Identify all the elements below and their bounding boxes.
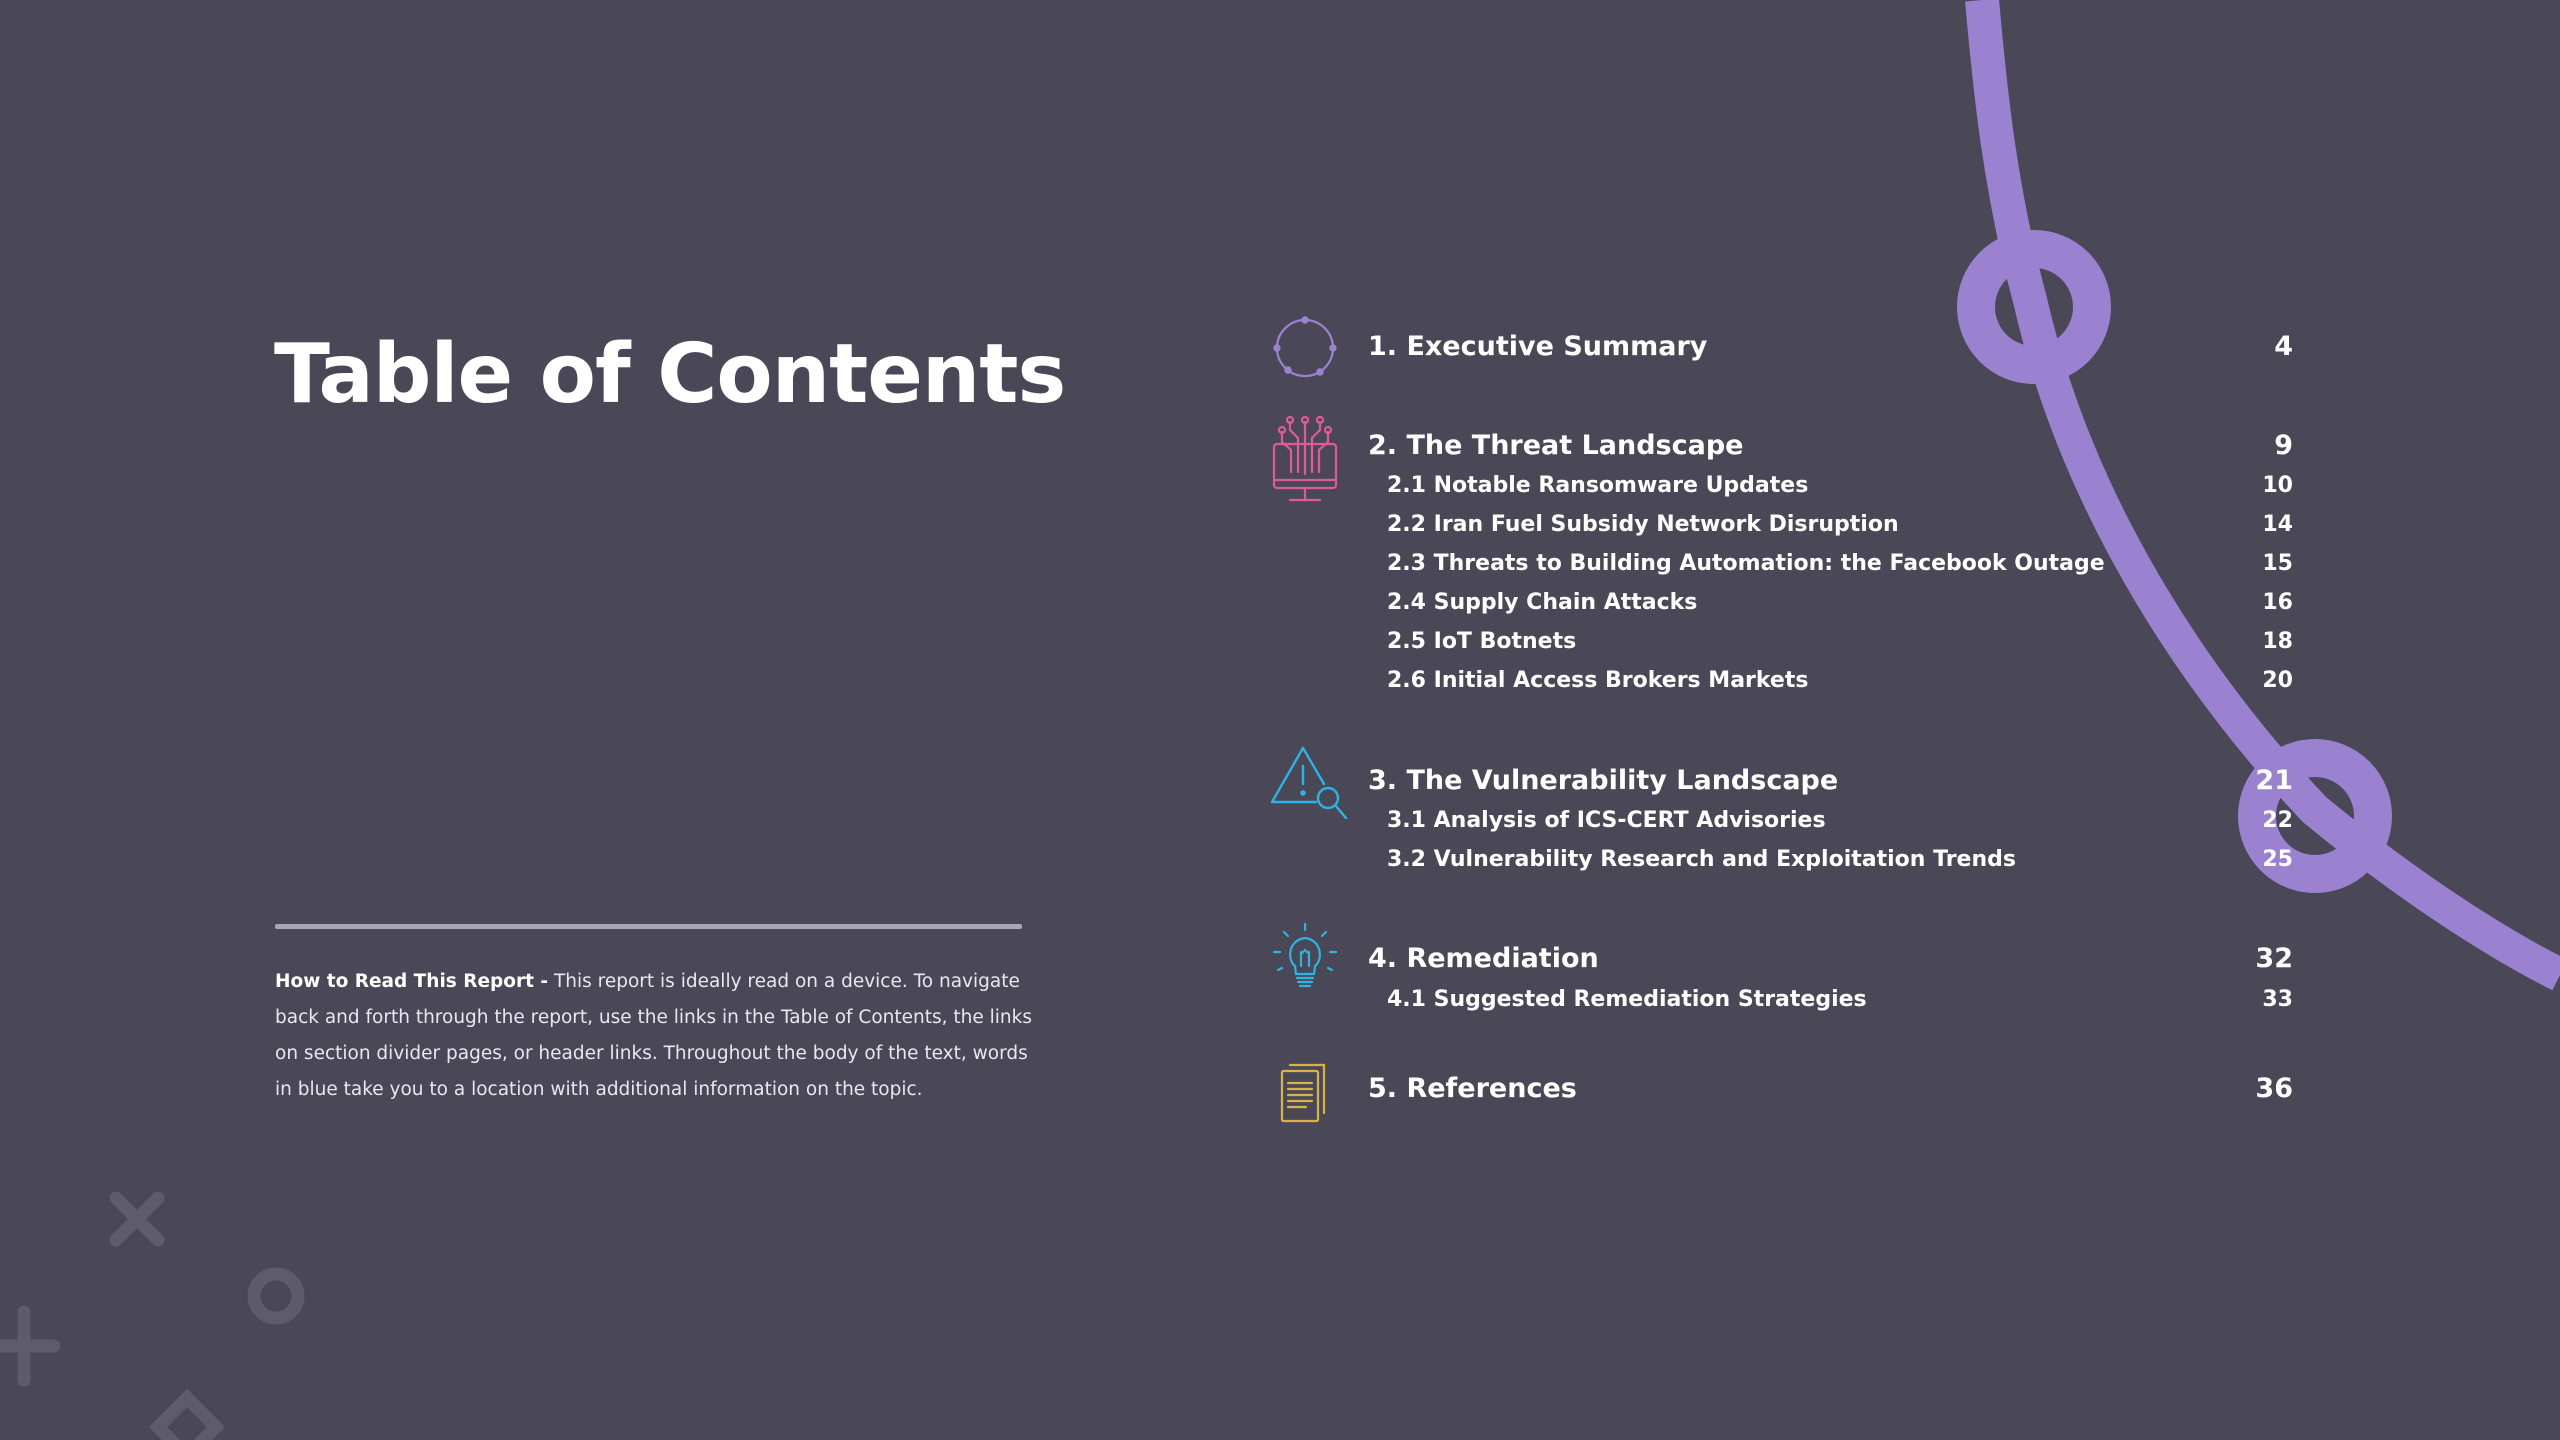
how-to-read-label: How to Read This Report - xyxy=(275,971,549,992)
page-title: Table of Contents xyxy=(274,327,1066,422)
toc-entry-title: 3. The Vulnerability Landscape xyxy=(1368,765,1839,796)
toc-entry-section-4[interactable] xyxy=(1368,943,2293,974)
x-symbol xyxy=(116,1198,158,1240)
toc-entry-title: 2. The Threat Landscape xyxy=(1368,430,1744,461)
toc-entry-section-2-5[interactable] xyxy=(1387,629,2293,654)
toc-entry-page: 18 xyxy=(2262,629,2293,654)
how-to-read-paragraph xyxy=(275,964,1035,1108)
toc-entry-title: 1. Executive Summary xyxy=(1368,331,1708,362)
toc-entry-title: 2.3 Threats to Building Automation: the Facebook Outage xyxy=(1387,551,2105,576)
toc-entry-page: 10 xyxy=(2262,473,2293,498)
toc-entry-page: 33 xyxy=(2262,987,2293,1012)
toc-entry-page: 22 xyxy=(2262,808,2293,833)
decor-symbols xyxy=(0,1198,298,1440)
plus-symbol xyxy=(0,1312,54,1380)
toc-entry-title: 2.2 Iran Fuel Subsidy Network Disruption xyxy=(1387,512,1899,537)
toc-entry-page: 14 xyxy=(2262,512,2293,537)
toc-entry-title: 3.1 Analysis of ICS-CERT Advisories xyxy=(1387,808,1826,833)
toc-entry-title: 4.1 Suggested Remediation Strategies xyxy=(1387,987,1867,1012)
toc-entry-page: 20 xyxy=(2262,668,2293,693)
warning-search-icon xyxy=(1270,744,1350,814)
toc-entry-title: 2.4 Supply Chain Attacks xyxy=(1387,590,1698,615)
diamond-symbol xyxy=(158,1398,216,1440)
toc-entry-section-2-4[interactable] xyxy=(1387,590,2293,615)
toc-entry-title: 2.1 Notable Ransomware Updates xyxy=(1387,473,1809,498)
toc-entry-section-2[interactable] xyxy=(1368,430,2293,461)
toc-entry-section-3-2[interactable] xyxy=(1387,847,2293,872)
toc-entry-section-2-3[interactable] xyxy=(1387,551,2293,576)
toc-entry-section-1[interactable] xyxy=(1368,331,2293,362)
toc-entry-section-2-1[interactable] xyxy=(1387,473,2293,498)
documents-icon xyxy=(1270,1057,1340,1127)
toc-entry-title: 4. Remediation xyxy=(1368,943,1599,974)
toc-entry-page: 21 xyxy=(2255,765,2293,796)
toc-entry-title: 5. References xyxy=(1368,1073,1577,1104)
toc-entry-page: 16 xyxy=(2262,590,2293,615)
toc-entry-title: 3.2 Vulnerability Research and Exploitation Trends xyxy=(1387,847,2016,872)
table-of-contents xyxy=(1270,0,2300,1440)
toc-entry-page: 36 xyxy=(2255,1073,2293,1104)
toc-entry-section-3[interactable] xyxy=(1368,765,2293,796)
toc-entry-page: 4 xyxy=(2274,331,2293,362)
toc-entry-page: 25 xyxy=(2262,847,2293,872)
toc-entry-section-4-1[interactable] xyxy=(1387,987,2293,1012)
toc-entry-section-5[interactable] xyxy=(1368,1073,2293,1104)
toc-entry-section-3-1[interactable] xyxy=(1387,808,2293,833)
circuit-monitor-icon xyxy=(1270,414,1340,504)
toc-entry-page: 32 xyxy=(2255,943,2293,974)
toc-entry-page: 15 xyxy=(2262,551,2293,576)
lightbulb-icon xyxy=(1270,922,1340,992)
o-symbol xyxy=(254,1274,298,1318)
toc-entry-page: 9 xyxy=(2274,430,2293,461)
how-to-read-text: This report is ideally read on a device. To navigate back and forth through the report, use the links in the Table of Contents, the links on section divider pages, or header links. Throughout the body of the text, words in blue take you to a location with additional information on the topic. xyxy=(275,971,1033,1100)
circle-dots-icon xyxy=(1270,312,1340,382)
toc-entry-title: 2.5 IoT Botnets xyxy=(1387,629,1577,654)
divider-rule xyxy=(275,924,1022,929)
toc-entry-title: 2.6 Initial Access Brokers Markets xyxy=(1387,668,1809,693)
toc-entry-section-2-2[interactable] xyxy=(1387,512,2293,537)
toc-entry-section-2-6[interactable] xyxy=(1387,668,2293,693)
